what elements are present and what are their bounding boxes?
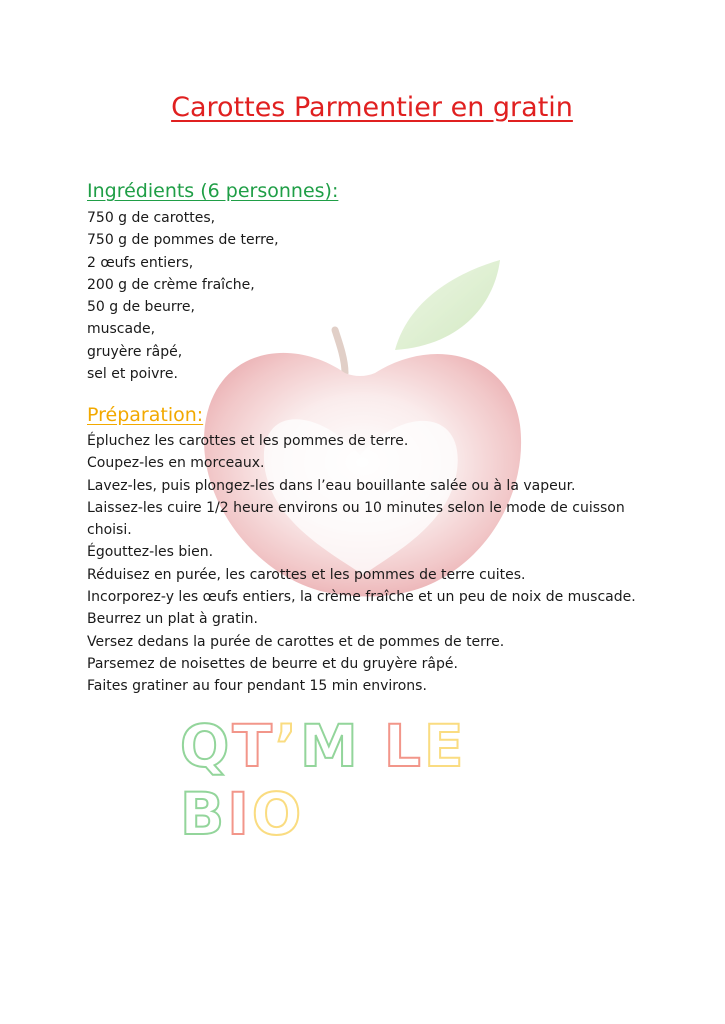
ingredient-item: sel et poivre. (87, 366, 178, 383)
preparation-step: Égouttez-les bien. (87, 544, 214, 561)
preparation-step: Versez dedans la purée de carottes et de pommes de terre. (87, 633, 505, 650)
recipe-title: Carottes Parmentier en gratin (171, 92, 573, 123)
ingredients-heading: Ingrédients (6 personnes): (87, 180, 339, 202)
preparation-step: Incorporez-y les œufs entiers, la crème fraîche et un peu de noix de muscade. (87, 589, 636, 606)
logo-letter: ’ (274, 712, 300, 780)
logo-letter: E (423, 712, 467, 780)
ingredient-item: 750 g de pommes de terre, (87, 232, 279, 249)
ingredient-item: gruyère râpé, (87, 343, 183, 360)
ingredient-item: 2 œufs entiers, (87, 254, 194, 271)
ingredients-list (87, 207, 279, 385)
preparation-step: Faites gratiner au four pendant 15 min environs. (87, 678, 427, 695)
ingredient-item: 200 g de crème fraîche, (87, 276, 255, 293)
preparation-step: Laissez-les cuire 1/2 heure environs ou 10 minutes selon le mode de cuisson choisi. (87, 499, 625, 539)
ingredient-item: 50 g de beurre, (87, 299, 195, 316)
ingredient-item: muscade, (87, 321, 156, 338)
preparation-heading: Préparation: (87, 404, 204, 426)
logo-letter: L (383, 712, 424, 780)
preparation-step: Épluchez les carottes et les pommes de terre. (87, 433, 409, 449)
logo-letter: Q (180, 712, 233, 780)
logo-letter: M (299, 712, 361, 780)
brand-logo-watermark (180, 712, 520, 848)
preparation-step: Lavez-les, puis plongez-les dans l’eau bouillante salée ou à la vapeur. (87, 477, 576, 494)
logo-letter: T (232, 712, 275, 780)
logo-letter (361, 712, 384, 780)
preparation-step: Réduisez en purée, les carottes et les pommes de terre cuites. (87, 566, 526, 583)
logo-letter: I (227, 780, 252, 848)
preparation-step: Coupez-les en morceaux. (87, 455, 265, 472)
preparation-steps (87, 430, 657, 698)
preparation-step: Parsemez de noisettes de beurre et du gruyère râpé. (87, 655, 458, 672)
preparation-step: Beurrez un plat à gratin. (87, 611, 258, 628)
logo-letter: O (251, 780, 305, 848)
ingredient-item: 750 g de carottes, (87, 210, 216, 226)
logo-letter: B (180, 780, 228, 848)
